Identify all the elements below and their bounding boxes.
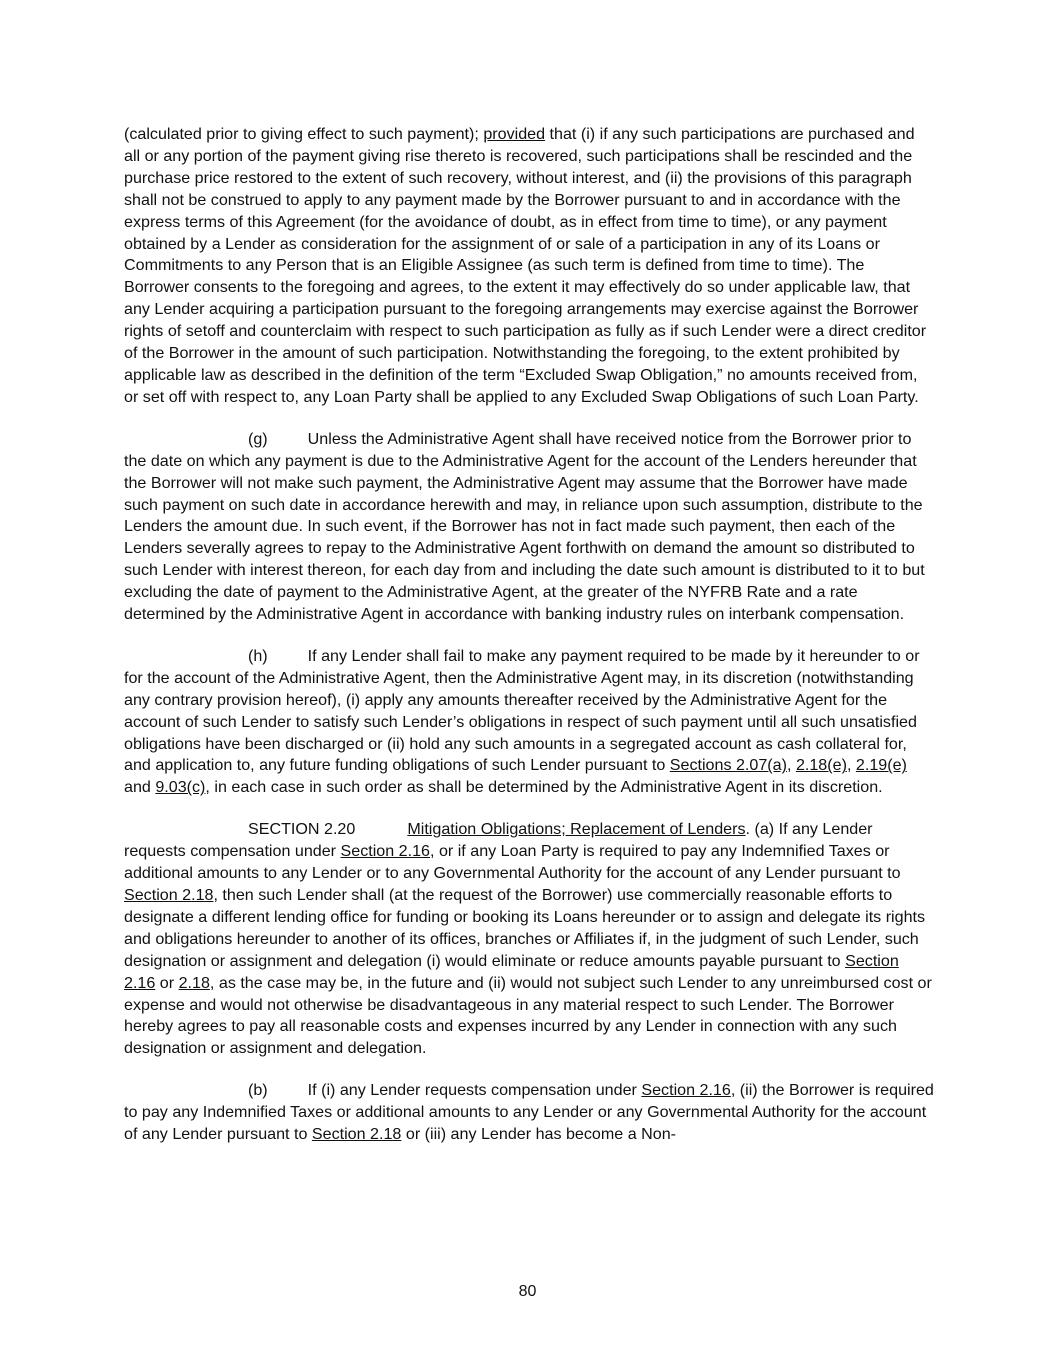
document-body [124, 124, 934, 1166]
section-ref-2-18: Section 2.18 [124, 886, 214, 904]
section-ref-2-18-b: 2.18 [178, 973, 210, 992]
paragraph-h: (h) If any Lender shall fail to make any payment required to be made by it hereunder to or for the account of the Administrative Agent, then the Administrative Agent may, in its discretion (notwithstanding any contrary provision hereof), (i) apply any amounts thereafter received by the Administrative Agent for the account of such Lender to satisfy such Lender’s obligations in respect of such payment until all such unsatisfied obligations have been discharged or (ii) hold any such amounts in a segregated account as cash collateral for, and application to, any future funding obligations of such Lender pursuant to Sections 2.07(a), 2.18(e), 2.19(e) and 9.03(c), in each case in such order as shall be determined by the Administrative Agent in its discretion. [124, 646, 920, 797]
page-number: 80 [518, 1283, 537, 1300]
section-ref-2-16-c: Section 2.16 [641, 1081, 731, 1100]
clause-label-b: (b) [248, 1081, 268, 1100]
provided-term: provided [483, 125, 546, 143]
section-ref-2-07a: Sections 2.07(a) [669, 756, 787, 775]
section-ref-2-16-b: Section 2.16 [124, 951, 899, 992]
section-ref-2-18e: 2.18(e) [795, 756, 847, 775]
section-ref-9-03c: 9.03(c) [155, 778, 206, 797]
paragraph-g: (g) Unless the Administrative Agent shall have received notice from the Borrower prior to the date on which any payment is due to the Administrative Agent for the account of the Lenders hereunder that the Borrower will not make such payment, the Administrative Agent may assume that the Borrower have made such payment on such date in accordance herewith and may, in reliance upon such assumption, distribute to the Lenders the amount due. In such event, if the Borrower has not in fact made such payment, then each of the Lenders severally agrees to repay to the Administrative Agent forthwith on demand the amount so distributed to such Lender with interest thereon, for each day from and including the date such amount is distributed to it to but excluding the date of payment to the Administrative Agent, at the greater of the NYFRB Rate and a rate determined by the Administrative Agent in accordance with banking industry rules on interbank compensation. [124, 429, 925, 624]
section-ref-2-18-c: Section 2.18 [311, 1125, 402, 1144]
section-2-20: SECTION 2.20 Mitigation Obligations; Replacement of Lenders. (a) If any Lender requests compensation under Section 2.16, or if any Loan Party is required to pay any Indemnified Taxes or additional amounts to any Lender or to any Governmental Authority for the account of any Lender pursuant to Section 2.18, then such Lender shall (at the request of the Borrower) use commercially reasonable efforts to designate a different lending office for funding or booking its Loans hereunder or to assign and delegate its rights and obligations hereunder to another of its offices, branches or Affiliates if, in the judgment of such Lender, such designation or assignment and delegation (i) would eliminate or reduce amounts payable pursuant to Section 2.16 or 2.18, as the case may be, in the future and (ii) would not subject such Lender to any unreimbursed cost or expense and would not otherwise be disadvantageous in any material respect to such Lender. The Borrower hereby agrees to pay all reasonable costs and expenses incurred by any Lender in connection with any such designation or assignment and delegation. [124, 820, 932, 1058]
section-ref-2-16: Section 2.16 [340, 842, 430, 861]
clause-label-h: (h) [248, 646, 268, 665]
section-title: Mitigation Obligations; Replacement of Lenders [407, 820, 746, 839]
paragraph-b: (b) If (i) any Lender requests compensation under Section 2.16, (ii) the Borrower is required to pay any Indemnified Taxes or additional amounts to any Lender or any Governmental Authority for the account of any Lender pursuant to Section 2.18 or (iii) any Lender has become a Non- [124, 1081, 934, 1144]
section-heading: SECTION 2.20 [248, 820, 356, 839]
section-ref-2-19e: 2.19(e) [855, 756, 907, 775]
paragraph-continuation: (calculated prior to giving effect to such payment); provided that (i) if any such participations are purchased and all or any portion of the payment giving rise thereto is recovered, such participations shall be rescinded and the purchase price restored to the extent of such recovery, without interest, and (ii) the provisions of this paragraph shall not be construed to apply to any payment made by the Borrower pursuant to and in accordance with the express terms of this Agreement (for the avoidance of doubt, as in effect from time to time), or any payment obtained by a Lender as consideration for the assignment of or sale of a participation in any of its Loans or Commitments to any Person that is an Eligible Assignee (as such term is defined from time to time). The Borrower consents to the foregoing and agrees, to the extent it may effectively do so under applicable law, that any Lender acquiring a participation pursuant to the foregoing arrangements may exercise against the Borrower rights of setoff and counterclaim with respect to such participation as fully as if such Lender were a direct creditor of the Borrower in the amount of such participation. Notwithstanding the foregoing, to the extent prohibited by applicable law as described in the definition of the term “Excluded Swap Obligation,” no amounts received from, or set off with respect to, any Loan Party shall be applied to any Excluded Swap Obligations of such Loan Party. [124, 125, 927, 406]
clause-label-g: (g) [248, 429, 268, 448]
